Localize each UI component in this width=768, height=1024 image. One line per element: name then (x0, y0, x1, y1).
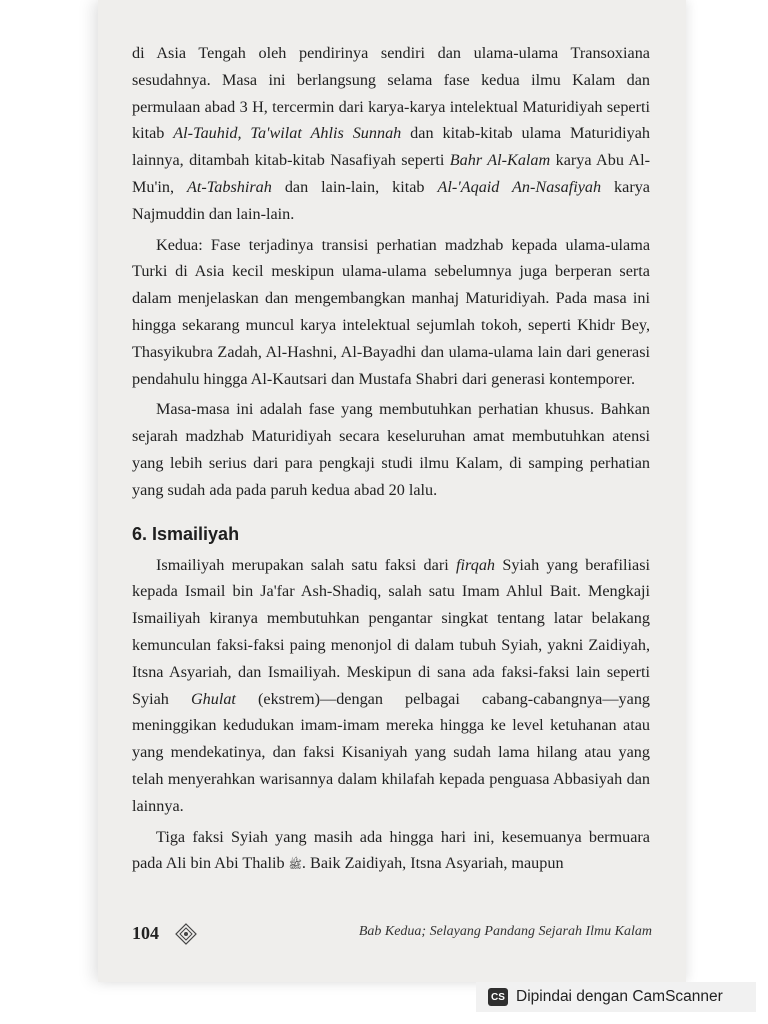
text-run: Kedua: Fase terjadinya transisi perhatian madzhab kepada ulama-ulama Turki di Asia kecil meskipun ulama-ulama sebelumnya juga berperan serta dalam menjelaskan dan mengembangkan manhaj Maturidiyah. Pada masa ini hingga sekarang muncul karya intelektual sejumlah tokoh, seperti Khidr Bey, Thasyikubra Zadah, Al-Hashni, Al-Bayadhi dan ulama-ulama lain dari generasi pendahulu hingga Al-Kautsari dan Mustafa Shabri dari generasi kontemporer. (132, 235, 650, 388)
text-run: Tiga faksi Syiah yang masih ada hingga hari ini, kesemuanya bermuara pada Ali bin Abi Thalib (132, 827, 650, 873)
text-run: . Baik Zaidiyah, Itsna Asyariah, maupun (301, 854, 564, 873)
honorific-symbol: ﷺ (288, 859, 302, 872)
paragraph-group-bottom (132, 552, 650, 880)
italic-term: Bahr Al-Kalam (449, 151, 551, 170)
text-run: Masa-masa ini adalah fase yang membutuhkan perhatian khusus. Bahkan sejarah madzhab Maturidiyah secara keseluruhan amat membutuhkan atensi yang lebih serius dari para pengkaji studi ilmu Kalam, di samping perhatian yang sudah ada pada paruh kedua abad 20 lalu. (132, 400, 650, 499)
italic-term: firqah (456, 555, 496, 574)
italic-term: Ghulat (190, 689, 236, 708)
body-text (132, 40, 650, 879)
paragraph-p1 (132, 40, 650, 228)
section-heading: 6. Ismailiyah (132, 523, 240, 544)
diamond-ornament-icon (175, 923, 197, 945)
text-run: Syiah yang berafiliasi kepada Ismail bin Ja'far Ash-Shadiq, salah satu Imam Ahlul Bait. Mengkaji Ismailiyah kiranya membutuhkan pengantar singkat tentang latar belakang kemunculan faksi-faksi paing menonjol di dalam tubuh Syiah, yakni Zaidiyah, Itsna Asyariah, dan Ismailiyah. Meskipun di sana ada faksi-faksi lain seperti Syiah (132, 555, 650, 708)
running-title: Bab Kedua; Selayang Pandang Sejarah Ilmu Kalam (358, 924, 652, 939)
text-run: karya Najmuddin dan lain-lain. (132, 177, 650, 223)
paragraph-p4 (132, 552, 650, 820)
scanner-watermark (476, 982, 756, 1012)
text-run: di Asia Tengah oleh pendirinya sendiri dan ulama-ulama Transoxiana sesudahnya. Masa ini berlangsung selama fase kedua ilmu Kalam dan permulaan abad 3 H, tercermin dari karya-karya intelektual Maturidiyah seperti kitab (132, 44, 650, 143)
text-run: Ismailiyah merupakan salah satu faksi dari (156, 555, 457, 574)
italic-term: Al-Tauhid, Ta'wilat Ahlis Sunnah (173, 124, 402, 143)
text-run: dan kitab-kitab ulama Maturidiyah lainnya, ditambah kitab-kitab Nasafiyah seperti (132, 124, 650, 170)
page-number: 104 (132, 923, 159, 943)
italic-term: At-Tabshirah (187, 177, 272, 196)
paragraph-p2 (132, 232, 650, 393)
paragraph-p5 (132, 824, 650, 880)
paragraph-p3 (132, 396, 650, 503)
text-run: (ekstrem)—dengan pelbagai cabang-cabangnya—yang meninggikan kedudukan imam-imam mereka hingga ke level ketuhanan atau yang mendekatinya, dan faksi Kisaniyah yang sudah lama hilang atau yang telah menyerahkan warisannya dalam khilafah kepada penguasa Abbasiyah dan lainnya. (132, 689, 651, 815)
italic-term: Al-'Aqaid An-Nasafiyah (437, 177, 602, 196)
text-run: dan lain-lain, kitab (271, 177, 438, 196)
scanner-label: Dipindai dengan CamScanner (516, 988, 723, 1005)
text-run: karya Abu Al-Mu'in, (132, 151, 650, 196)
camscanner-logo-icon: CS (488, 988, 508, 1006)
paragraph-group-top (132, 40, 650, 504)
page-footer (132, 918, 652, 948)
